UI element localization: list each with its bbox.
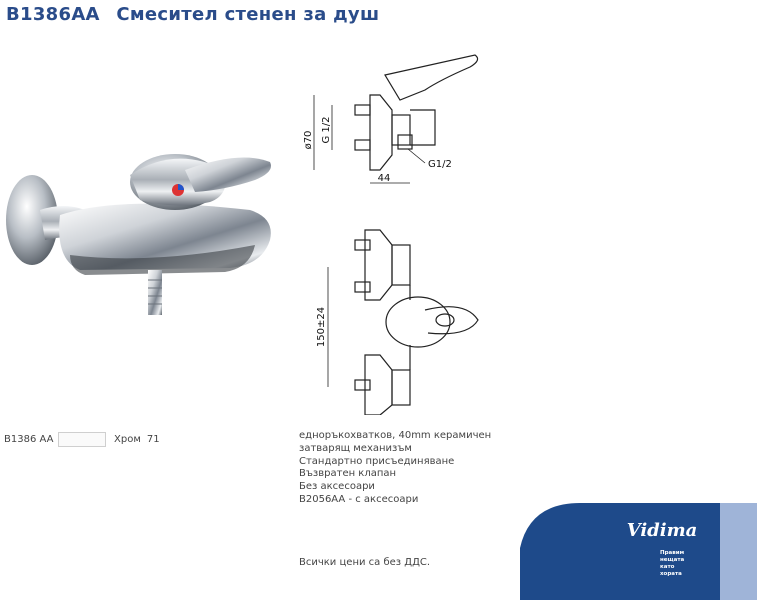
dim-thread-outlet: G1/2: [428, 159, 452, 170]
dim-thread-vertical: G 1/2: [321, 116, 332, 144]
feature-item: Възвратен клапан: [299, 468, 397, 480]
feature-item: едноръкохватков, 40mm керамичен: [299, 430, 492, 441]
variant-code: B1386 AA: [4, 433, 54, 445]
brand-panel: [520, 503, 757, 600]
dim-diameter: ø70: [303, 130, 314, 150]
variant-price: 71: [146, 433, 160, 445]
feature-item: затварящ механизъм: [299, 442, 412, 454]
variant-finish: Хром: [114, 433, 141, 445]
brand-logo: Vidima: [626, 520, 698, 541]
finish-swatch: [58, 432, 106, 447]
technical-drawing: [300, 45, 490, 415]
variant-row: [4, 431, 160, 447]
faucet-photo: [0, 140, 285, 325]
dim-spacing: 150±24: [316, 306, 327, 348]
feature-item: Стандартно присъединяване: [299, 455, 455, 467]
feature-list: [299, 430, 491, 507]
product-code: B1386AA: [6, 4, 100, 25]
product-name: Смесител стенен за душ: [116, 4, 380, 25]
brand-slogan: Правим нещата като хората: [660, 550, 685, 577]
price-note: Всички цени са без ДДС.: [299, 557, 431, 568]
page-title: [6, 4, 379, 25]
feature-item: Без аксесоари: [299, 481, 375, 493]
dim-depth: 44: [377, 173, 391, 184]
feature-item: B2056AA - с аксесоари: [299, 493, 419, 505]
